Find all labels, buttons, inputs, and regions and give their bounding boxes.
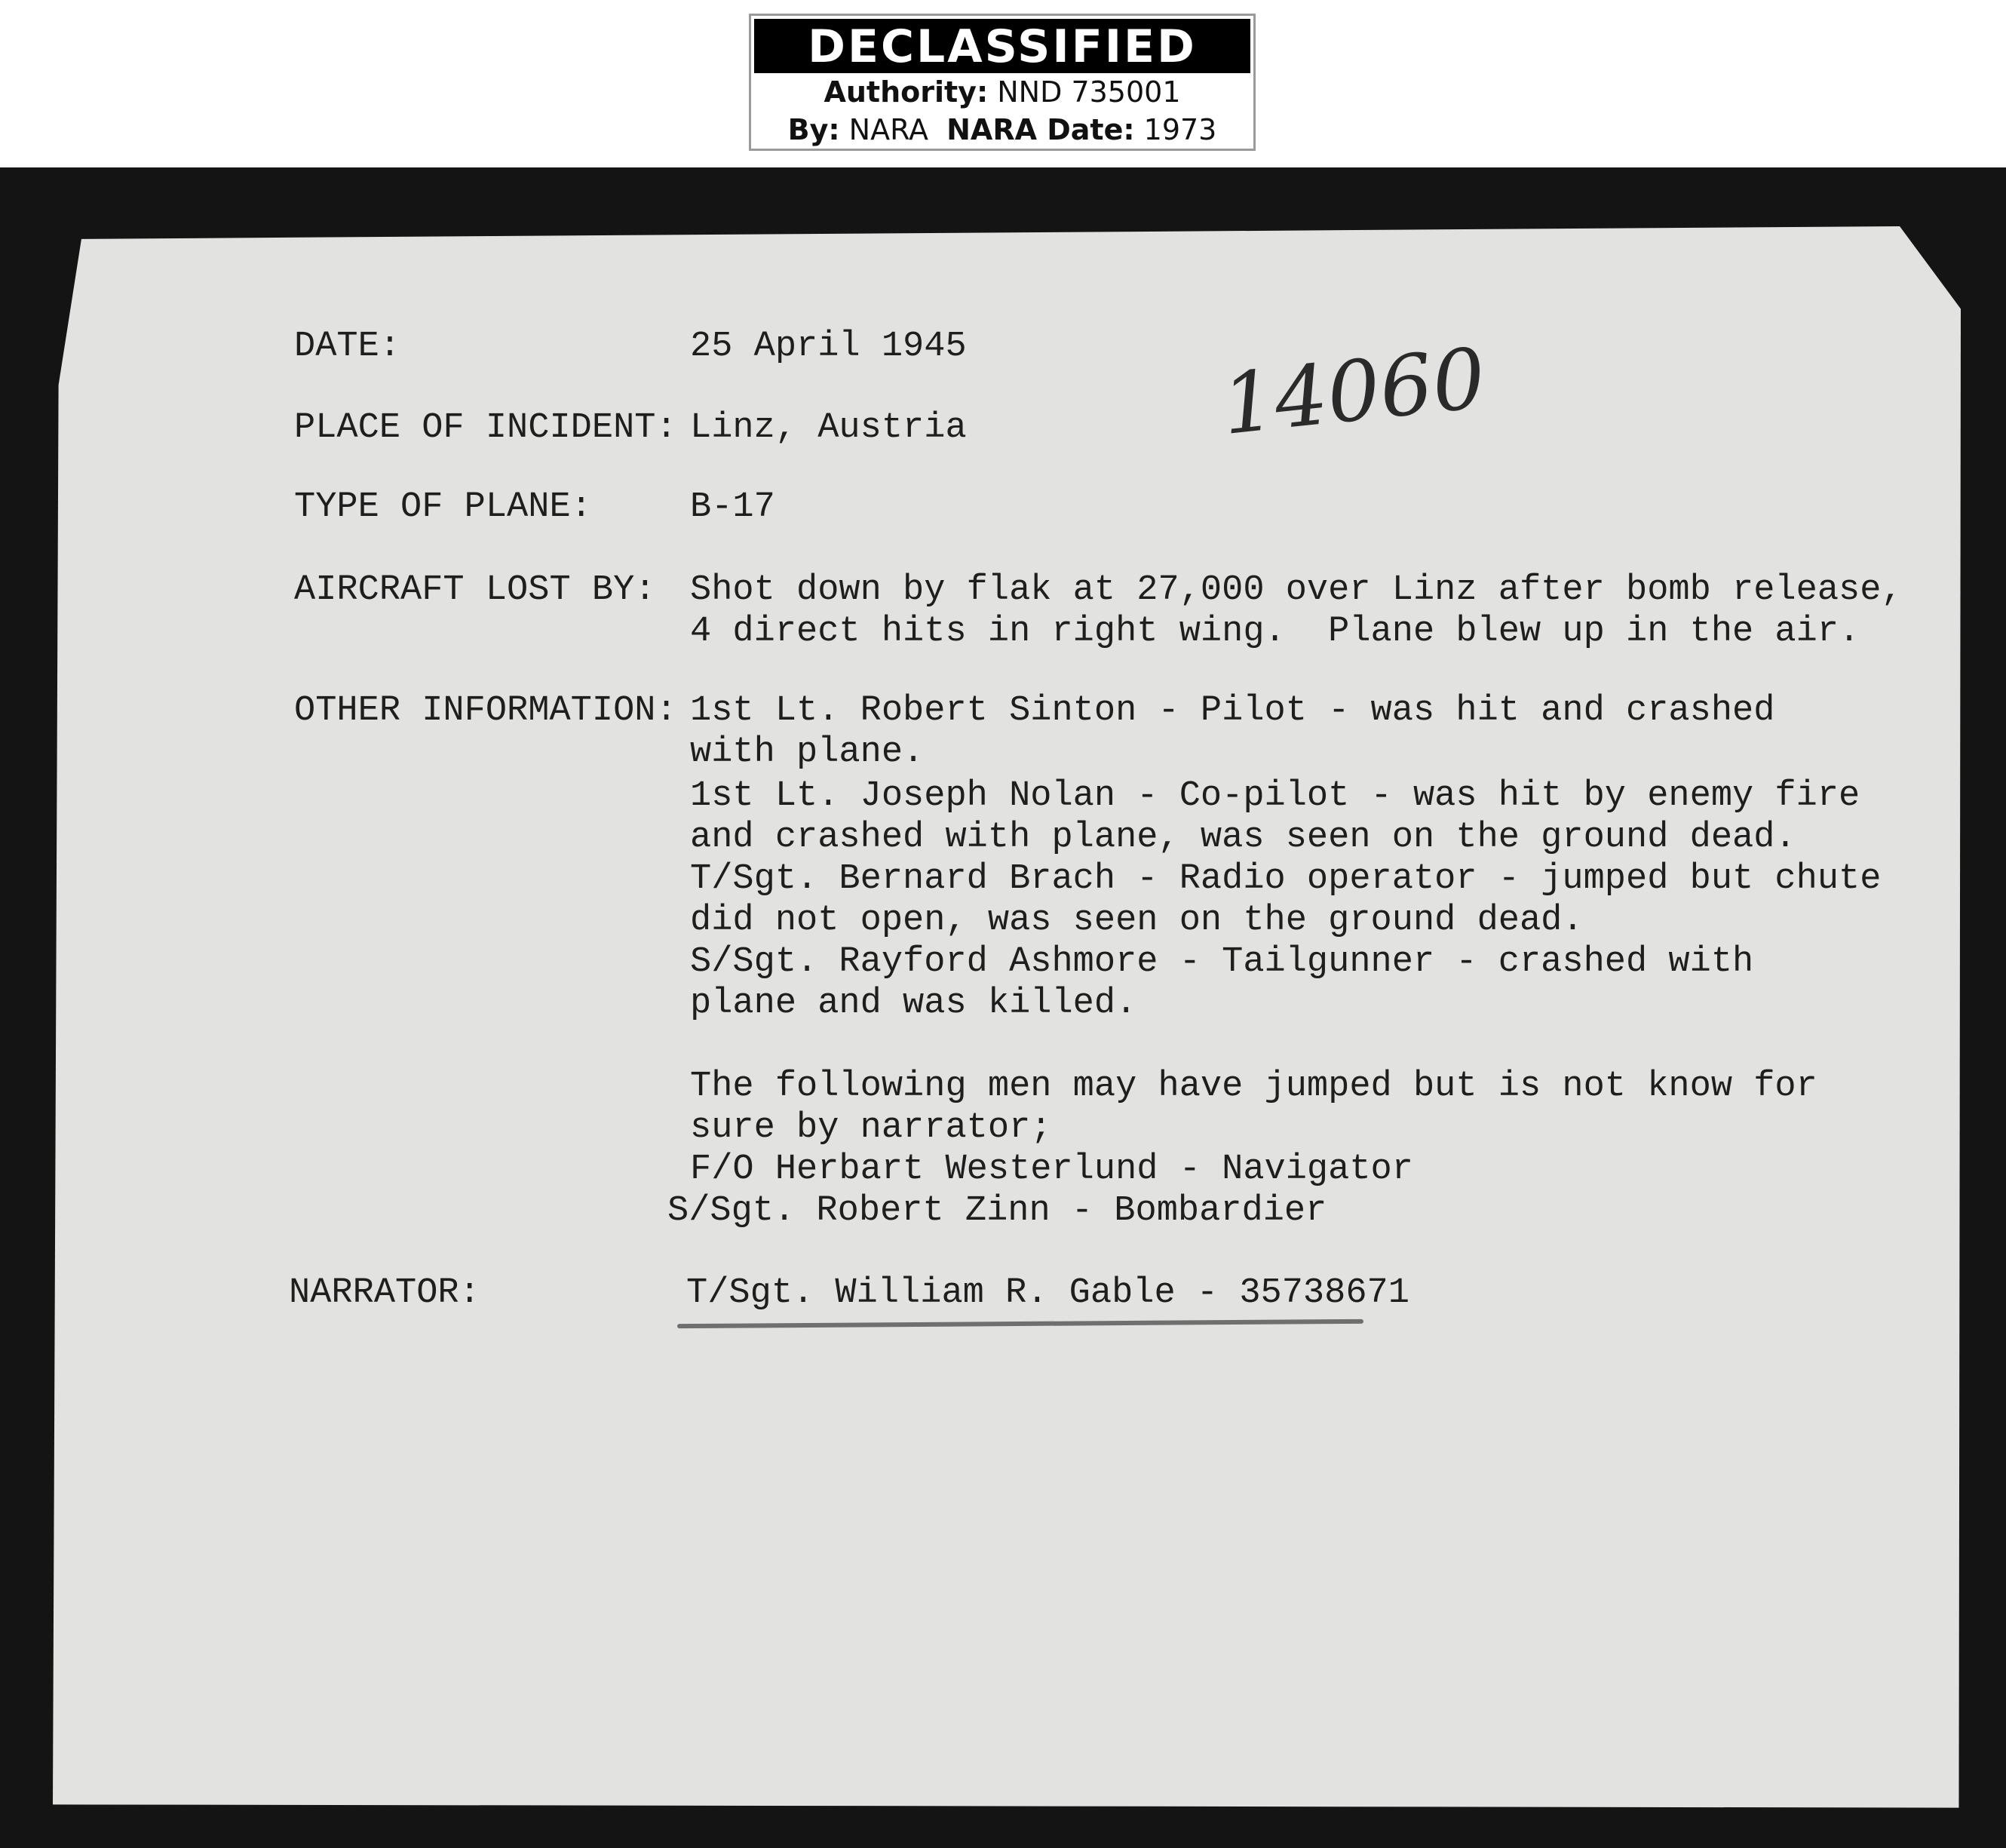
following-line: F/O Herbart Westerlund - Navigator <box>690 1150 1413 1190</box>
place-label: PLACE OF INCIDENT: <box>294 408 677 448</box>
stamp-title: DECLASSIFIED <box>754 19 1250 73</box>
stamp-authority-label: Authority: <box>824 75 989 109</box>
narrator-value: T/Sgt. William R. Gable - 35738671 <box>686 1273 1409 1313</box>
other-line: 1st Lt. Joseph Nolan - Co-pilot - was hit by enemy fire <box>690 776 1860 816</box>
other-line: 1st Lt. Robert Sinton - Pilot - was hit and crashed <box>690 691 1775 731</box>
date-label: DATE: <box>294 327 401 367</box>
declassified-stamp <box>749 14 1256 151</box>
plane-label: TYPE OF PLANE: <box>294 487 592 527</box>
stamp-authority <box>751 73 1253 111</box>
other-line: T/Sgt. Bernard Brach - Radio operator - jumped but chute <box>690 859 1882 899</box>
following-line: S/Sgt. Robert Zinn - Bombardier <box>667 1191 1327 1231</box>
following-line: The following men may have jumped but is not know for <box>690 1067 1817 1107</box>
stamp-by-date <box>751 111 1253 149</box>
place-value: Linz, Austria <box>690 408 967 448</box>
narrator-label: NARRATOR: <box>289 1273 480 1313</box>
handwritten-number: 14060 <box>1217 330 1490 453</box>
other-line: with plane. <box>690 732 925 772</box>
lost-label: AIRCRAFT LOST BY: <box>294 570 656 610</box>
following-line: sure by narrator; <box>690 1108 1052 1148</box>
other-line: plane and was killed. <box>690 984 1137 1024</box>
lost-line: 4 direct hits in right wing. Plane blew up in the air. <box>690 612 1860 652</box>
other-line: S/Sgt. Rayford Ashmore - Tailgunner - crashed with <box>690 942 1754 982</box>
stamp-authority-value: NND 735001 <box>997 75 1181 109</box>
stamp-date-value: 1973 <box>1143 113 1217 146</box>
other-line: did not open, was seen on the ground dead. <box>690 901 1584 941</box>
plane-value: B-17 <box>690 487 775 527</box>
stamp-by-label: By: <box>787 113 840 146</box>
lost-line: Shot down by flak at 27,000 over Linz after bomb release, <box>690 570 1903 610</box>
other-label: OTHER INFORMATION: <box>294 691 677 731</box>
date-value: 25 April 1945 <box>690 327 967 367</box>
stamp-by-value: NARA <box>848 113 928 146</box>
other-line: and crashed with plane, was seen on the ground dead. <box>690 818 1796 858</box>
stamp-date-label: NARA Date: <box>946 113 1135 146</box>
